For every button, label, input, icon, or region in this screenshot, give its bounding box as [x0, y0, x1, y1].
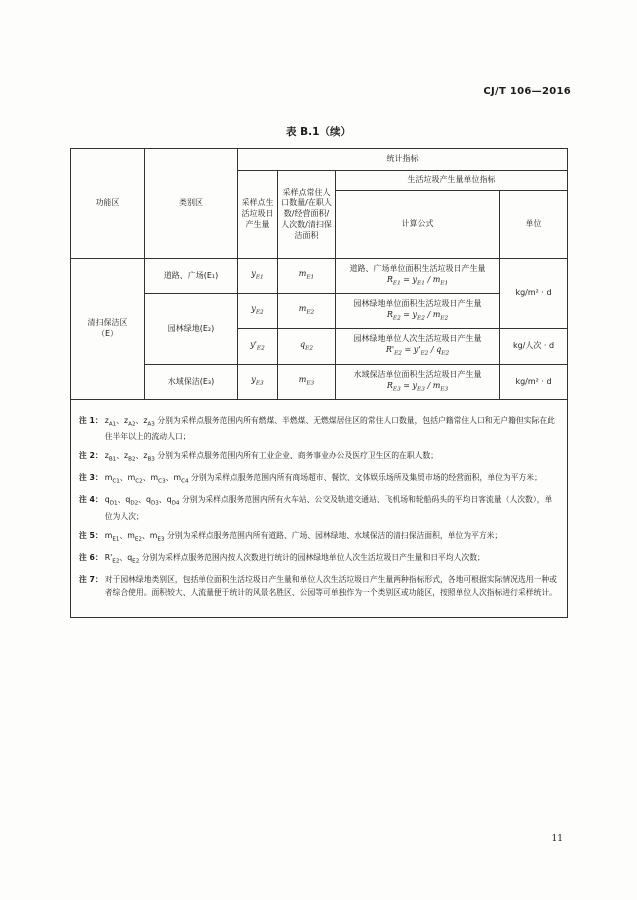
header-statistical-indicators: 统计指标: [238, 149, 568, 171]
formula-e1: [336, 259, 500, 294]
note-label: 注 3：: [79, 473, 103, 483]
formula-e2-text: 园林绿地单位面积生活垃圾日产生量: [353, 298, 482, 308]
unit-person-cell: kg/人次 · d: [500, 329, 568, 365]
note-5: [79, 529, 559, 545]
formula-e3-text: 水域保洁单位面积生活垃圾日产生量: [353, 369, 482, 379]
note-7: [79, 573, 559, 600]
formula-e3-expr: $R_{E3} = y_{E3} / m_{E3}$: [386, 380, 449, 393]
note-text: 对于园林绿地类别区，包括单位面积生活垃圾日产生量和单位人次生活垃圾日产生量两种指标形式，各地可根据实际情况选用一种或者综合使用。面积较大、人流量便于统计的风景名胜区、公园等可单独作为一个类别区或功能区，按照单位人次指标进行采样统计。: [104, 574, 557, 598]
category-water-cleaning: 水域保洁(E₃): [145, 365, 238, 400]
note-text: $q_{D1}$、$q_{D2}$、$q_{D3}$、$q_{D4}$ 分别为采样点服务范围内所有火车站、公交及轨道交通站、飞机场和轮船码头的平均日客流量（人次数），单位为人次；: [104, 495, 553, 521]
note-6: [79, 551, 559, 567]
header-category-area: 类别区: [145, 149, 238, 259]
formula-e1-expr: $R_{E1} = y_{E1} / m_{E1}$: [386, 274, 449, 287]
notes-cell: [71, 400, 568, 618]
category-roads-squares: 道路、广场(E₁): [145, 259, 238, 294]
formula-e2-prime-text: 园林绿地单位人次生活垃圾日产生量: [353, 334, 482, 344]
note-label: 注 6：: [79, 552, 103, 562]
standard-code: CJ/T 106—2016: [483, 86, 571, 97]
unit-area-cell-e3: kg/m² · d: [500, 365, 568, 400]
note-label: 注 2：: [79, 451, 103, 461]
formula-e1-text: 道路、广场单位面积生活垃圾日产生量: [349, 263, 486, 273]
formula-e3: [336, 365, 500, 400]
note-label: 注 4：: [79, 495, 103, 505]
header-unit-output-indicators: 生活垃圾产生量单位指标: [336, 171, 568, 191]
population-qe2: $q_{E2}$: [278, 329, 336, 365]
population-e2: $m_{E2}$: [278, 294, 336, 329]
note-text: $m_{E1}$、$m_{E2}$、$m_{E3}$ 分别为采样点服务范围内所有道路、广场、园林绿地、水域保洁的清扫保洁面积，单位为平方米；: [104, 530, 503, 543]
note-1: [79, 414, 559, 443]
population-e1: $m_{E1}$: [278, 259, 336, 294]
note-2: [79, 449, 559, 465]
output-e2-prime: $y'_{E2}$: [238, 329, 278, 365]
table-caption: 表 B.1（续）: [286, 126, 351, 138]
note-text: $z_{B1}$、$z_{B2}$、$z_{B3}$ 分别为采样点服务范围内所有工业企业、商务事业办公及医疗卫生区的在职人数；: [104, 451, 439, 463]
output-e1: $y_{E1}$: [238, 259, 278, 294]
population-e3: $m_{E3}$: [278, 365, 336, 400]
output-e3: $y_{E3}$: [238, 365, 278, 400]
output-e2: $y_{E2}$: [238, 294, 278, 329]
note-3: [79, 471, 559, 487]
note-label: 注 7：: [79, 574, 103, 584]
formula-e2-prime-expr: $R'_{E2} = y'_{E2} / q_{E2}$: [385, 345, 450, 357]
note-text: $z_{A1}$、$z_{A2}$、$z_{A3}$ 分别为采样点服务范围内所有燃煤、半燃煤、无燃煤居住区的常住人口数量，包括户籍常住人口和无户籍但实际在此住半年以上的流动人口；: [104, 416, 555, 442]
header-formula: 计算公式: [336, 191, 500, 259]
formula-e2-expr: $R_{E2} = y_{E2} / m_{E2}$: [386, 309, 449, 322]
header-sample-population: 采样点常住人口数量/在职人数/经营面积/人次数/清扫保洁面积: [278, 171, 336, 259]
formula-e2-prime: [336, 329, 500, 365]
unit-area-cell: kg/m² · d: [500, 259, 568, 329]
note-label: 注 5：: [79, 530, 103, 540]
header-unit: 单位: [500, 191, 568, 259]
functional-area-code: （E）: [96, 329, 119, 338]
note-text: $m_{C1}$、$m_{C2}$、$m_{C3}$、$m_{C4}$ 分别为采样点服务范围内所有商场超市、餐饮、文体娱乐场所及集贸市场的经营面积，单位为平方米；: [104, 473, 542, 485]
formula-e2: [336, 294, 500, 329]
header-sample-daily-output: 采样点生活垃圾日产生量: [238, 171, 278, 259]
note-label: 注 1：: [79, 416, 103, 425]
functional-area-name: 清扫保洁区: [87, 318, 128, 328]
functional-area-cell: [71, 259, 145, 400]
page-number: 11: [551, 834, 563, 844]
data-table: [70, 148, 568, 618]
note-4: [79, 493, 559, 522]
header-functional-area: 功能区: [71, 149, 145, 259]
category-green-space: 园林绿地(E₂): [145, 294, 238, 365]
note-text: $R'_{E2}$、$q_{E2}$ 分别为采样点服务范围内按人次数进行统计的园林绿地单位人次生活垃圾日产生量和日平均人次数；: [104, 552, 485, 565]
